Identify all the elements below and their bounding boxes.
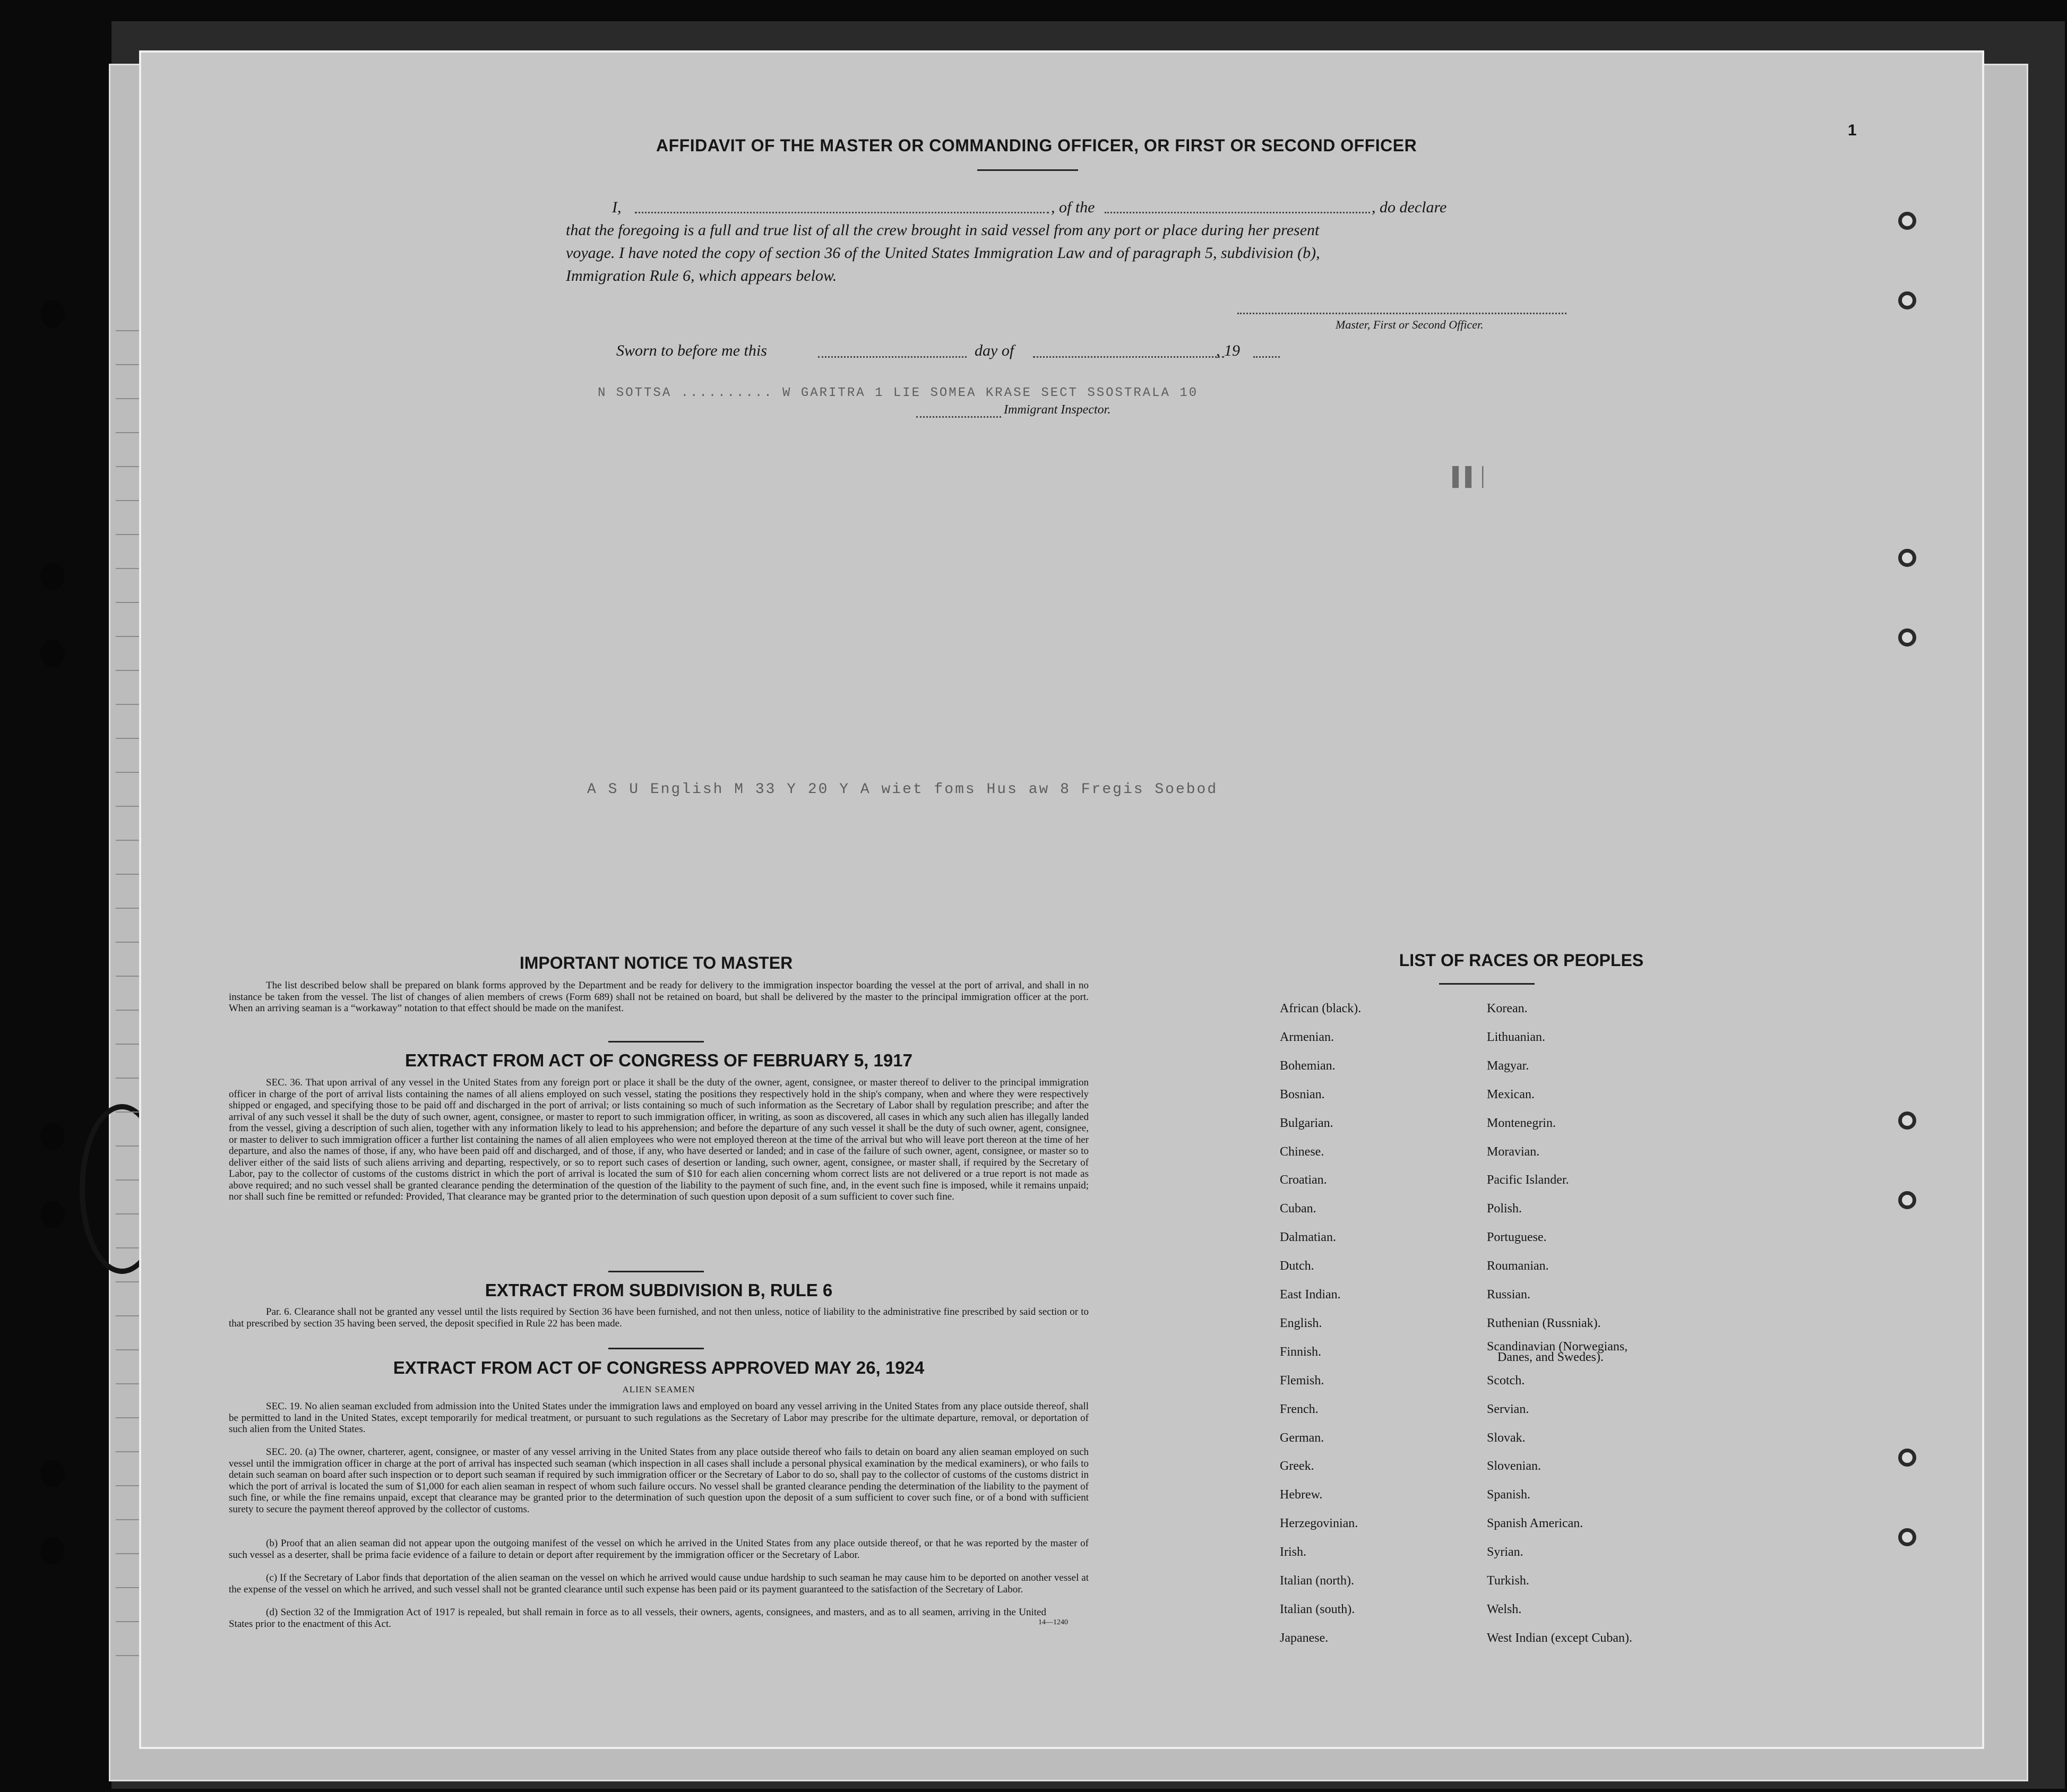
sec-20d-body: (d) Section 32 of the Immigration Act of 1917 is repealed, but shall remain in force as to all vessels, their owners, agents, consignees, and masters, and as to all seamen, arriving in the United States prior to the enactment of this Act. — [229, 1607, 1046, 1630]
alien-seamen-subtitle: ALIEN SEAMEN — [622, 1384, 695, 1394]
race-item: East Indian. — [1280, 1288, 1341, 1302]
binder-hole — [1898, 1449, 1916, 1467]
binder-hole — [1898, 1191, 1916, 1209]
race-item: Herzegovinian. — [1280, 1517, 1358, 1531]
sec-20b-body: (b) Proof that an alien seaman did not appear upon the outgoing manifest of the vessel on which he arrived in the United States from any place outside thereof, or that he was reported by the master of such vessel as a deserter, shall be prima facie evidence of a failure to detain or deport after requirement by the immigration officer or the Secretary of Labor. — [229, 1538, 1089, 1561]
inspector-label: Immigrant Inspector. — [1004, 403, 1111, 417]
binder-hole — [40, 1537, 65, 1565]
race-item-continuation: Danes, and Swedes). — [1497, 1350, 1604, 1364]
declaration-do-declare: , do declare — [1372, 199, 1447, 216]
master-signature-label: Master, First or Second Officer. — [1336, 318, 1484, 331]
binder-hole — [1898, 1528, 1916, 1546]
ink-mark: ▌▌│ — [1452, 467, 1489, 487]
race-item: Bohemian. — [1280, 1058, 1336, 1073]
race-item: Flemish. — [1280, 1373, 1324, 1388]
form-page — [139, 50, 1984, 1749]
rule-6-divider — [608, 1348, 704, 1349]
binder-hole — [1898, 1112, 1916, 1130]
extract-1917-body: SEC. 36. That upon arrival of any vessel in the United States from any foreign port or place it shall be the duty of the owner, agent, consignee, or master thereof to deliver to the principal immigration officer in charge of the port of arrival lists containing the names of all aliens employed on such vessel, stating the positions they respectively hold in the ship's company, when and where they were respectively shipped or engaged, and specifying those to be paid off and discharged in the port of arrival; or lists containing so much of such information as the Secretary of Labor shall by regulation prescribe; and after the arrival of any such vessel it shall be the duty of such owner, agent, consignee, or master to report to such immigration officer, in writing, as soon as discovered, all cases in which any such alien has illegally landed from the vessel, giving a description of such alien, together with any information likely to lead to his apprehension; and before the departure of any such vessel it shall be the duty of such owner, agent, consignee, or master to deliver to such immigration officer a further list containing the names of all alien employees who were not employed thereon at the time of the arrival but who will leave port thereon at the time of her departure, and also the names of those, if any, who have been paid off and discharged, and of those, if any, who have deserted or landed; and in case of the failure of such owner, agent, consignee, or master so to deliver either of the said lists of such aliens arriving and departing, respectively, or so to report such cases of desertion or landing, such owner, agent, consignee, or master shall, if required by the Secretary of Labor, pay to the collector of customs of the customs district in which the port of arrival is located the sum of $10 for each alien concerning whom correct lists are not delivered or a true report is not made as above required; and no such vessel shall be granted clearance pending the determination of the question of the liability to the payment of such fine, and, in the event such fine is imposed, while it remains unpaid; nor shall such fine be remitted or refunded: Provided, That clearance may be granted prior to the determination of such question upon deposit of a sum sufficient to cover such fine. — [229, 1077, 1089, 1202]
race-item: Croatian. — [1280, 1173, 1327, 1187]
binder-hole — [40, 563, 65, 590]
race-item: Montenegrin. — [1487, 1116, 1556, 1130]
title-underline — [977, 169, 1078, 171]
form-number: 14—1240 — [1038, 1618, 1068, 1626]
race-item: African (black). — [1280, 1002, 1362, 1015]
races-title: LIST OF RACES OR PEOPLES — [1399, 951, 1644, 970]
race-item: Hebrew. — [1280, 1488, 1323, 1502]
name-blank[interactable] — [635, 212, 1049, 213]
binder-hole — [1898, 212, 1916, 230]
binder-hole — [1898, 291, 1916, 309]
race-item: Chinese. — [1280, 1144, 1324, 1159]
race-item: Greek. — [1280, 1459, 1314, 1474]
sec-20c-body: (c) If the Secretary of Labor finds that deportation of the alien seaman on the vessel on which he arrived would cause undue hardship to such seaman he may cause him to be deported on another vessel at the expense of the vessel on which he arrived, and such vessel shall not be granted clearance until such expense has been paid or its payment guaranteed to the satisfaction of the Secretary of Labor. — [229, 1572, 1089, 1595]
race-item: Dalmatian. — [1280, 1230, 1336, 1245]
race-item: Italian (south). — [1280, 1602, 1355, 1616]
affidavit-title: AFFIDAVIT OF THE MASTER OR COMMANDING OFFICER, OR FIRST OR SECOND OFFICER — [656, 136, 1417, 155]
extract-1924-title: EXTRACT FROM ACT OF CONGRESS APPROVED MAY 26, 1924 — [393, 1358, 925, 1377]
race-item: Irish. — [1280, 1545, 1306, 1560]
declaration-line-4: Immigration Rule 6, which appears below. — [566, 267, 837, 285]
race-item: Pacific Islander. — [1487, 1173, 1569, 1187]
race-item: Turkish. — [1487, 1574, 1529, 1588]
race-item: Russian. — [1487, 1288, 1531, 1302]
declaration-i: I, — [612, 199, 622, 216]
race-item: Korean. — [1487, 1002, 1528, 1015]
race-item: Servian. — [1487, 1402, 1529, 1416]
race-item: Ruthenian (Russniak). — [1487, 1316, 1601, 1330]
race-item: Dutch. — [1280, 1259, 1314, 1273]
sworn-date-blank[interactable] — [818, 356, 967, 358]
race-item: German. — [1280, 1431, 1324, 1445]
race-item: West Indian (except Cuban). — [1487, 1631, 1632, 1645]
bleed-through-row-mid: A S U English M 33 Y 20 Y A wiet foms Hus aw 8 Fregis Soebod — [587, 781, 1218, 798]
bleed-through-row-top: N SOTTSA .......... W GARITRA 1 LIE SOMEA KRASE SECT SSOSTRALA 10 — [598, 386, 1199, 400]
binder-hole — [40, 1460, 65, 1487]
race-item: Portuguese. — [1487, 1230, 1547, 1245]
sec-20a-body: SEC. 20. (a) The owner, charterer, agent, consignee, or master of any vessel arriving in the United States from any place outside thereof who fails to detain on board any alien seaman employed on such vessel until the immigration officer in charge at the port of arrival has inspected such seaman (which inspection in all cases shall include a personal physical examination by the medical examiners), or who fails to detain such seaman on board after such inspection or to deport such seaman if required by such immigration officer or the Secretary of Labor to do so, shall pay to the collector of customs of the customs district in which the port of arrival is located the sum of $1,000 for each alien seaman in respect of whom such failure occurs. No vessel shall be granted clearance pending the determination of the liability to the payment of such fine, or while the fine remains unpaid, except that clearance may be granted prior to the determination of such question upon the deposit of a sum sufficient to cover such fine, or of a bond with sufficient surety to secure the payment thereof approved by the collector of customs. — [229, 1446, 1089, 1515]
race-item: Scotch. — [1487, 1373, 1525, 1388]
binder-hole — [40, 300, 65, 328]
sworn-prefix: Sworn to before me this — [616, 342, 767, 359]
race-item: French. — [1280, 1402, 1319, 1416]
race-item: Mexican. — [1487, 1087, 1535, 1101]
race-item: Polish. — [1487, 1202, 1522, 1216]
binder-hole — [40, 1201, 65, 1228]
inspector-signature-line[interactable] — [916, 416, 1001, 418]
race-item: Cuban. — [1280, 1202, 1316, 1216]
rule-6-title: EXTRACT FROM SUBDIVISION B, RULE 6 — [485, 1280, 833, 1300]
binder-hole — [1898, 628, 1916, 647]
race-item: Bulgarian. — [1280, 1116, 1333, 1130]
vessel-blank[interactable] — [1105, 212, 1370, 213]
extract-1917-divider — [608, 1271, 704, 1272]
race-item: Scandinavian (Norwegians, — [1487, 1339, 1628, 1354]
race-item: English. — [1280, 1316, 1322, 1330]
sworn-day-label: day of — [975, 342, 1014, 359]
race-item: Finnish. — [1280, 1345, 1322, 1359]
master-signature-line[interactable] — [1237, 313, 1566, 314]
race-item: Roumanian. — [1487, 1259, 1549, 1273]
races-underline — [1439, 983, 1535, 985]
sworn-year-label: , 19 — [1216, 342, 1240, 359]
race-item: Syrian. — [1487, 1545, 1523, 1560]
declaration-line-2: that the foregoing is a full and true list of all the crew brought in said vessel from any port or place during her present — [566, 221, 1320, 239]
race-item: Spanish. — [1487, 1488, 1531, 1502]
race-item: Armenian. — [1280, 1030, 1334, 1044]
sec-19-body: SEC. 19. No alien seaman excluded from admission into the United States under the immigration laws and employed on board any vessel arriving in the United States from any place outside thereof, shall be permitted to land in the United States, except temporarily for medical treatment, or pursuant to such regulations as the Secretary of Labor may prescribe for the ultimate departure, removal, or deportation of such alien from the United States. — [229, 1401, 1089, 1435]
sworn-year-blank[interactable] — [1253, 356, 1280, 358]
race-item: Bosnian. — [1280, 1087, 1325, 1101]
race-item: Japanese. — [1280, 1631, 1329, 1645]
race-item: Italian (north). — [1280, 1574, 1354, 1588]
sworn-month-blank[interactable] — [1033, 356, 1224, 358]
notice-title: IMPORTANT NOTICE TO MASTER — [519, 953, 793, 972]
declaration-of-the: , of the — [1051, 199, 1095, 216]
race-item: Spanish American. — [1487, 1517, 1583, 1531]
extract-1917-title: EXTRACT FROM ACT OF CONGRESS OF FEBRUARY 5, 1917 — [405, 1050, 912, 1070]
binder-hole — [1898, 549, 1916, 567]
rule-6-body: Par. 6. Clearance shall not be granted any vessel until the lists required by Section 36 have been furnished, and not then unless, notice of liability to the administrative fine prescribed by said section or to that prescribed by section 35 having been served, the deposit specified in Rule 22 has been made. — [229, 1306, 1089, 1329]
race-item: Moravian. — [1487, 1144, 1540, 1159]
binder-hole — [40, 1123, 65, 1150]
race-item: Slovenian. — [1487, 1459, 1541, 1474]
page-number-mark: 1 — [1848, 122, 1857, 139]
declaration-line-3: voyage. I have noted the copy of section 36 of the United States Immigration Law and of paragraph 5, subdivision (b), — [566, 244, 1320, 262]
race-item: Welsh. — [1487, 1602, 1522, 1616]
notice-divider — [608, 1041, 704, 1043]
race-item: Lithuanian. — [1487, 1030, 1545, 1044]
binder-hole — [40, 640, 65, 667]
notice-body: The list described below shall be prepared on blank forms approved by the Department and be ready for delivery to the immigration inspector boarding the vessel at the port of arrival, and shall in no instance be taken from the vessel. The list of changes of alien members of crews (Form 689) shall not be retained on board, but shall be delivered by the master to the principal immigration officer at the port. When an arriving seaman is a “workaway” notation to that effect should be made on the manifest. — [229, 980, 1089, 1014]
race-item: Magyar. — [1487, 1058, 1529, 1073]
margin-lines — [116, 297, 139, 1677]
race-item: Slovak. — [1487, 1431, 1526, 1445]
